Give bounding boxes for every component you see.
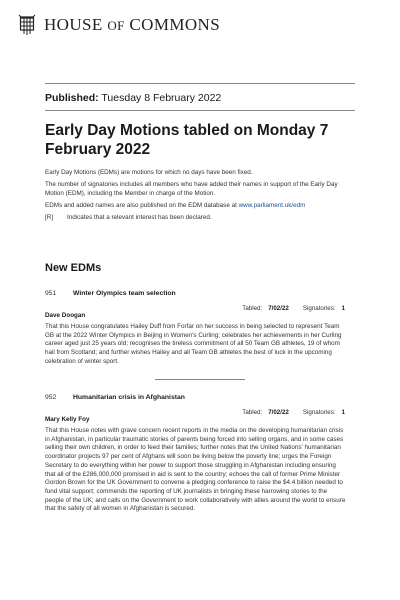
edm-member: Mary Kelly Foy: [45, 416, 90, 423]
section-heading-new-edms: New EDMs: [45, 262, 102, 274]
edm-heading: [45, 394, 355, 401]
tabled-date: 7/02/22: [268, 409, 289, 416]
wordmark-house: HOUSE: [44, 15, 103, 34]
edm-title: Humanitarian crisis in Afghanistan: [73, 394, 185, 401]
intro-paragraph-1: Early Day Motions (EDMs) are motions for which no days have been fixed.: [45, 169, 253, 176]
edm-body: That this House notes with grave concern recent reports in the media on the developing humanitarian crisis in Afghanistan, in particular traumatic stories of parents being forced into selling organs, and in some cases selling their own children, in order to feed their families; further notes that the United Nations' humanitarian coordinator projects 97 per cent of Afghans will soon be living below the poverty line; urges the Foreign Secretary to do everything within her power to support those struggling in Afghanistan including ensuring that all of the £286,000,000 promised in aid is sent to the country; echoes the call of former Prime Minister Gordon Brown for the UK Government to convene a pledging conference to raise the $4.4 billion needed to fund vital support; commends the reporting of UK journalists in bringing these harrowing stories to the people of the UK; and calls on the Government to work collaboratively with allies around the world to ensure that the safety of all women in Afghanistan is secured.: [45, 427, 346, 513]
published-date: Tuesday 8 February 2022: [101, 92, 222, 104]
published-line: [45, 92, 221, 104]
interest-key: [45, 213, 357, 222]
tabled-date: 7/02/22: [268, 305, 289, 312]
edm-member: Dave Doogan: [45, 312, 86, 319]
tabled-label: Tabled:: [242, 305, 263, 312]
wordmark-commons: COMMONS: [129, 15, 221, 34]
edm-meta: [242, 305, 345, 312]
edm-item: [45, 290, 355, 365]
edm-number: 951: [45, 290, 57, 297]
intro-text: [45, 168, 357, 222]
intro-paragraph-3-text: EDMs and added names are also published on the EDM database at: [45, 202, 239, 209]
edm-title: Winter Olympics team selection: [73, 290, 176, 297]
divider-top: [45, 83, 355, 84]
tabled-label: Tabled:: [242, 409, 263, 416]
wordmark-of: OF: [107, 18, 125, 33]
intro-paragraph-3: [45, 201, 357, 210]
house-of-commons-wordmark: [44, 15, 220, 35]
divider-mid: [45, 110, 355, 111]
signatories-label: Signatories:: [302, 409, 336, 416]
portcullis-crest-icon: [18, 14, 36, 36]
edm-divider: [155, 379, 245, 380]
page-title: Early Day Motions tabled on Monday 7 February 2022: [45, 122, 329, 158]
signatories-label: Signatories:: [302, 305, 336, 312]
header: [18, 14, 220, 36]
edm-number: 952: [45, 394, 57, 401]
signatories-count: 1: [341, 305, 345, 312]
edm-heading: [45, 290, 355, 297]
interest-description: Indicates that a relevant interest has been declared.: [67, 214, 212, 221]
signatories-count: 1: [341, 409, 345, 416]
edm-meta: [242, 409, 345, 416]
edm-item: [45, 394, 355, 513]
intro-paragraph-2: The number of signatories includes all members who have added their names in support of the Early Day Motion (EDM), including the Member in charge of the Motion.: [45, 181, 338, 197]
interest-tag: [R]: [45, 214, 54, 221]
edm-database-link[interactable]: www.parliament.uk/edm: [238, 202, 306, 209]
edm-body: That this House congratulates Hailey Duff from Forfar on her success in being selected to represent Team GB at the 2022 Winter Olympics in Beijing in Women's Curling; celebrates her achievements in her Curling career aged just 25 years old; recognises the tireless commitment of all 50 Team GB athletes, 19 of whom hail from Scotland; and further wishes Hailey and all Team GB athletes the best of luck in the upcoming celebration of winter sport.: [45, 323, 342, 365]
published-label: Published:: [45, 92, 99, 104]
